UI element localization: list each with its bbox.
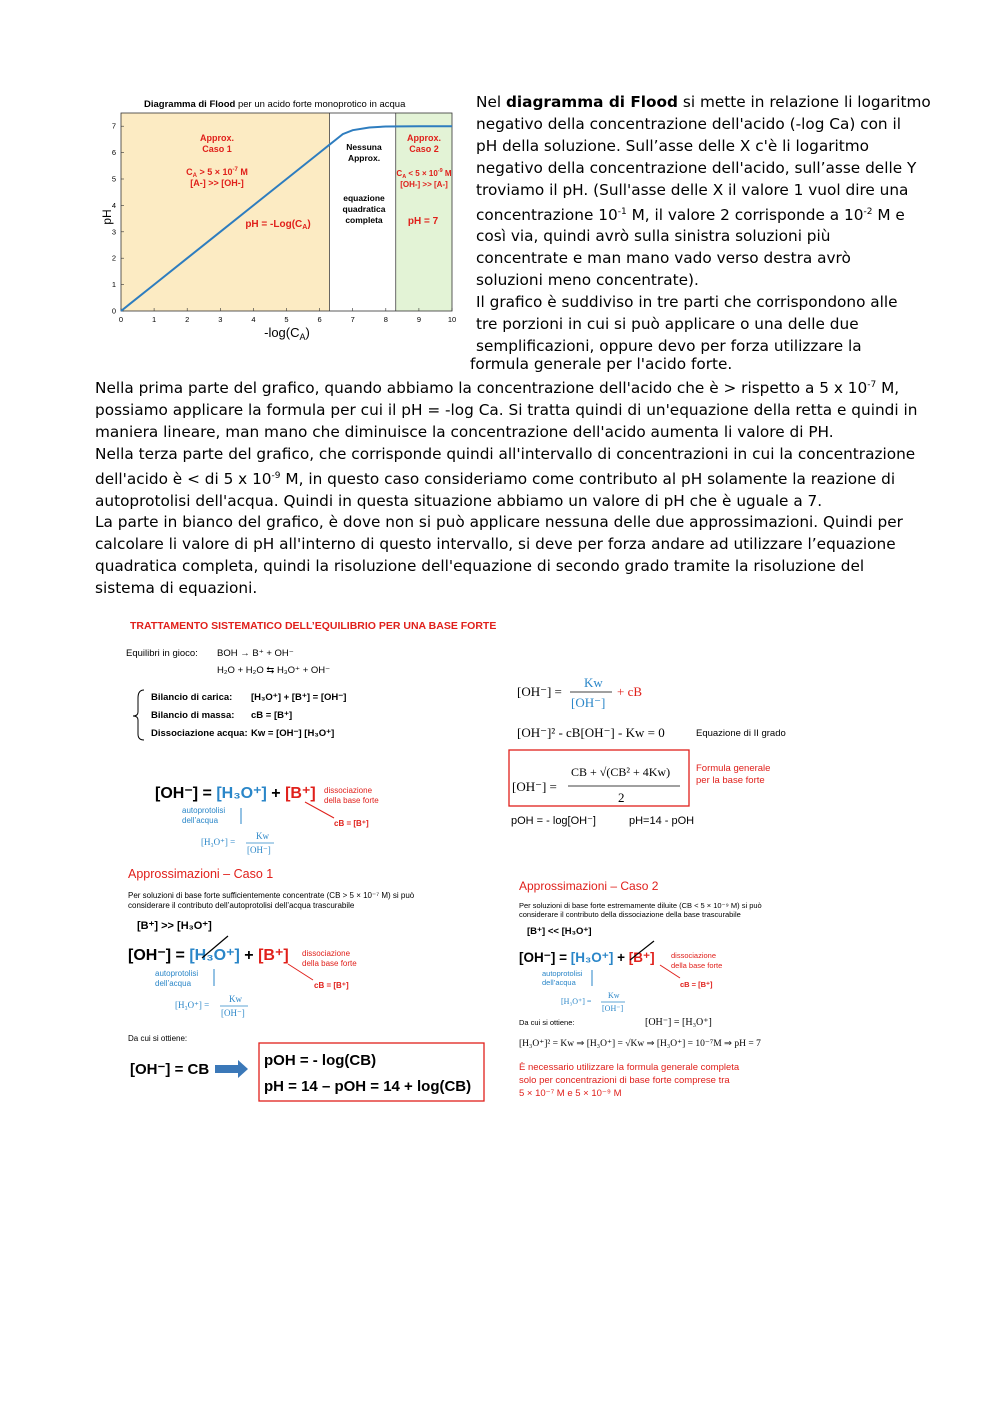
caso1-dissociazione-2: della base forte xyxy=(302,959,357,968)
caso2-autoprotolisi-2: dell’acqua xyxy=(542,978,576,987)
body-line: autoprotolisi dell'acqua. Quindi in questa situazione abbiamo un valore di pH che è uguale a 7. xyxy=(95,491,823,510)
region2-condition-2: [OH-] >> [A-] xyxy=(400,180,448,189)
y-tick-label: 5 xyxy=(111,174,116,184)
formula-generale-1: Formula generale xyxy=(696,763,771,774)
region2-title-1: Approx. xyxy=(406,133,442,143)
water-dissociation: Kw = [OH⁻] [H₃O⁺] xyxy=(251,728,335,739)
caso1-condition: [B⁺] >> [H₃O⁺] xyxy=(137,920,212,932)
flood-diagram xyxy=(95,93,465,348)
caso2-h3o-den: [OH⁻] xyxy=(602,1004,624,1013)
y-tick-label: 7 xyxy=(111,121,116,131)
middle-label-2: Approx. xyxy=(347,153,381,163)
right-eq1-den: [OH⁻] xyxy=(571,695,606,710)
y-tick-label: 1 xyxy=(111,280,116,290)
region2-formula: pH = 7 xyxy=(407,216,439,227)
poh-definition: pOH = - log[OH⁻] xyxy=(511,815,596,827)
x-tick-label: 9 xyxy=(416,315,421,324)
x-tick-label: 1 xyxy=(152,315,157,324)
caso2-desc-1: Per soluzioni di base forte estremamente diluite (CB < 5 × 10⁻⁹ M) si può xyxy=(519,901,762,910)
caso2-kw: Kw xyxy=(608,991,620,1000)
equilibrium-1: BOH → B⁺ + OH⁻ xyxy=(217,648,294,659)
body-line: calcolare li valore di pH all'interno di questo intervallo, si deve per forza andare ad utilizzare l’equazione xyxy=(95,535,896,554)
caso2-chain: [H₃O⁺]² = Kw ⇒ [H₃O⁺] = √Kw ⇒ [H₃O⁺] = 10⁻⁷M ⇒ pH = 7 xyxy=(519,1039,761,1049)
quadratic-equation: [OH⁻]² - cB[OH⁻] - Kw = 0 xyxy=(517,725,665,740)
intro-line: Nel diagramma di Flood si mette in relazione li logaritmo xyxy=(476,93,931,111)
region1-title-1: Approx. xyxy=(199,133,235,143)
region1-condition-1: $C_A > 5 \times 10^{-7}$ M xyxy=(186,167,248,179)
middle-label-3: equazione xyxy=(343,193,385,203)
right-eq1-lhs: [OH⁻] = xyxy=(517,684,562,699)
h3o-lhs: [H₃O⁺] = xyxy=(201,837,236,847)
body-line: possiamo applicare la formula per cui il pH = -log Ca. Si tratta quindi di un'equazione della retta e quindi in xyxy=(95,400,918,419)
y-tick-label: 0 xyxy=(111,306,116,316)
h3o-den: [OH⁻] xyxy=(247,845,271,855)
caso1-autoprotolisi-2: dell’acqua xyxy=(155,979,192,988)
caso1-poh: pOH = - log(CB) xyxy=(264,1052,377,1069)
x-tick-label: 10 xyxy=(447,315,457,324)
general-formula-den: 2 xyxy=(618,790,625,805)
mass-balance: cB = [B⁺] xyxy=(251,710,293,721)
middle-label-1: Nessuna xyxy=(346,142,382,152)
intro-line: troviamo il pH. (Sull'asse delle X il valore 1 vuol dire una xyxy=(476,180,909,199)
cb-note: cB = [B⁺] xyxy=(334,819,369,828)
region2-title-2: Caso 2 xyxy=(409,144,439,154)
right-eq1-num: Kw xyxy=(584,675,603,690)
intro-paragraph xyxy=(476,92,931,358)
region1-title-2: Caso 1 xyxy=(202,144,232,154)
y-tick-label: 3 xyxy=(111,227,116,237)
caso2-note-2: solo per concentrazioni di base forte comprese tra xyxy=(519,1075,730,1086)
intro-line: negativo della concentrazione dell'acido, sull’asse delle Y xyxy=(476,158,917,177)
x-tick-label: 3 xyxy=(218,315,223,324)
intro-line: semplificazioni, oppure devo per forza utilizzare la xyxy=(476,336,862,355)
charge-balance: [H₃O⁺] + [B⁺] = [OH⁻] xyxy=(251,692,347,703)
body-line: La parte in bianco del grafico, è dove non si può applicare nessuna delle due approssimazioni. Quindi per xyxy=(95,513,903,532)
region1-formula: pH = $-Log(C_A)$ xyxy=(245,219,311,231)
caso2-dissociazione-1: dissociazione xyxy=(671,951,717,960)
middle-label-4: quadratica xyxy=(342,204,386,214)
caso2-autoprotolisi-1: autoprotolisi xyxy=(542,969,583,978)
arrow-right-icon xyxy=(215,1060,248,1078)
intro-line: così via, quindi avrò sulla sinistra soluzioni più xyxy=(476,227,831,246)
middle-label-5: completa xyxy=(345,215,383,225)
brace xyxy=(133,690,144,740)
x-tick-label: 2 xyxy=(185,315,190,324)
dissociazione-note-2: della base forte xyxy=(324,796,379,805)
region1-condition-2: [A-] >> [OH-] xyxy=(190,178,244,188)
formula-generale-2: per la base forte xyxy=(696,775,765,786)
caso1-desc-1: Per soluzioni di base forte sufficientemente concentrate (CB > 5 × 10⁻⁷ M) si può xyxy=(128,891,415,900)
y-axis-label: pH xyxy=(100,209,114,225)
x-tick-label: 8 xyxy=(383,315,388,324)
mass-balance-label: Bilancio di massa: xyxy=(151,710,235,721)
quadratic-note: Equazione di II grado xyxy=(696,728,786,739)
x-tick-label: 6 xyxy=(317,315,322,324)
caso2-h3o-lhs: [H₃O⁺] = xyxy=(561,997,592,1006)
y-tick-label: 2 xyxy=(111,253,116,263)
caso1-result: [OH⁻] = CB xyxy=(130,1061,210,1078)
intro-line: tre porzioni in cui si può applicare o una delle due xyxy=(476,315,859,334)
caso2-result: [OH⁻] = [H₃O⁺] xyxy=(645,1017,712,1028)
main-equation: [OH⁻] = [H₃O⁺] + [B⁺] xyxy=(155,785,316,802)
body-line: sistema di equazioni. xyxy=(95,579,258,598)
right-eq1-tail: + cB xyxy=(617,684,643,699)
h3o-kw: Kw xyxy=(256,831,269,841)
caso1-autoprotolisi-1: autoprotolisi xyxy=(155,969,199,978)
charge-balance-label: Bilancio di carica: xyxy=(151,692,233,703)
caso2-equation: [OH⁻] = [H₃O⁺] + [B⁺] xyxy=(519,950,655,965)
equilibrium-2: H₂O + H₂O ⇆ H₃O⁺ + OH⁻ xyxy=(217,665,331,676)
intro-line: concentrazione $10^{-1}$ M, il valore 2 corrisponde a $10^{-2}$ M e xyxy=(476,205,905,224)
caso2-cb-note: cB = [B⁺] xyxy=(680,980,713,989)
intro-line: Il grafico è suddiviso in tre parti che corrispondono alle xyxy=(476,293,898,312)
y-tick-label: 4 xyxy=(111,200,116,210)
caso2-note-1: È necessario utilizzare la formula generale completa xyxy=(519,1062,740,1073)
body-line-0: formula generale per l'acido forte. xyxy=(470,355,733,373)
body-paragraph xyxy=(95,375,918,600)
caso1-dissociazione-1: dissociazione xyxy=(302,949,351,958)
caso2-title: Approssimazioni – Caso 2 xyxy=(519,879,659,893)
dissociazione-note-1: dissociazione xyxy=(324,786,373,795)
body-line: quadratica completa, quindi la risoluzione dell'equazione di secondo grado tramite la risoluzione del xyxy=(95,557,865,576)
x-tick-label: 4 xyxy=(251,315,256,324)
caso1-ph: pH = 14 – pOH = 14 + log(CB) xyxy=(264,1078,472,1095)
chart-title: Diagramma di Flood per un acido forte monoprotico in acqua xyxy=(144,99,406,110)
strong-base-figure xyxy=(110,610,850,1110)
caso1-equation: [OH⁻] = [H₃O⁺] + [B⁺] xyxy=(128,947,289,964)
caso1-h3o-lhs: [H₃O⁺] = xyxy=(175,1000,210,1010)
x-tick-label: 5 xyxy=(284,315,289,324)
region2-condition-1: $C_A < 5 \times 10^{-9}$ M xyxy=(396,168,452,180)
body-line: maniera lineare, man mano che diminuisce la concentrazione dell'acido aumenta li valore di PH. xyxy=(95,422,834,441)
intro-line: concentrate e man mano vado verso destra avrò xyxy=(476,249,851,268)
x-tick-label: 0 xyxy=(118,315,124,324)
caso1-desc-2: considerare il contributo dell’autoprotolisi dell’acqua trascurabile xyxy=(128,901,355,910)
x-tick-label: 7 xyxy=(350,315,355,324)
water-dissociation-label: Dissociazione acqua: xyxy=(151,728,248,739)
intro-line: soluzioni meno concentrate). xyxy=(476,271,699,290)
general-formula-num: CB + √(CB² + 4Kw) xyxy=(571,765,671,779)
x-axis-label: $-\log(C_A)$ xyxy=(264,325,310,342)
body-line: dell'acido è < di 5 x $10^{-9}$ M, in questo caso consideriamo come contributo al pH solamente la reazione di xyxy=(95,469,896,488)
body-line: Nella terza parte del grafico, che corrisponde quindi all'intervallo di concentrazioni in cui la concentrazione xyxy=(95,444,916,463)
autoprotolisi-note-1: autoprotolisi xyxy=(182,806,226,815)
y-tick-label: 6 xyxy=(111,148,116,158)
ph-definition: pH=14 - pOH xyxy=(629,815,695,827)
caso2-dissociazione-2: della base forte xyxy=(671,961,723,970)
equilibri-label: Equilibri in gioco: xyxy=(126,648,198,659)
caso1-da-cui: Da cui si ottiene: xyxy=(128,1034,188,1043)
caso1-h3o-den: [OH⁻] xyxy=(221,1008,245,1018)
caso2-desc-2: considerare il contributo della dissociazione della base trascurabile xyxy=(519,910,741,919)
caso1-cb-note: cB = [B⁺] xyxy=(314,981,349,990)
autoprotolisi-note-2: dell’acqua xyxy=(182,816,219,825)
caso2-condition: [B⁺] << [H₃O⁺] xyxy=(527,926,592,937)
caso1-title: Approssimazioni – Caso 1 xyxy=(128,867,274,881)
caso1-kw: Kw xyxy=(229,994,242,1004)
caso2-note-3: 5 × 10⁻⁷ M e 5 × 10⁻⁹ M xyxy=(519,1088,622,1099)
intro-line: negativo della concentrazione dell'acido (-log Ca) con il xyxy=(476,114,901,133)
intro-line: pH della soluzione. Sull’asse delle X c'è li logaritmo xyxy=(476,136,870,155)
caso2-da-cui: Da cui si ottiene: xyxy=(519,1018,575,1027)
figure-title: TRATTAMENTO SISTEMATICO DELL’EQUILIBRIO PER UNA BASE FORTE xyxy=(130,620,497,632)
general-formula-lhs: [OH⁻] = xyxy=(512,779,557,794)
body-line: Nella prima parte del grafico, quando abbiamo la concentrazione dell'acido che è > rispetto a 5 x $10^{-7}$ M, xyxy=(95,379,900,397)
